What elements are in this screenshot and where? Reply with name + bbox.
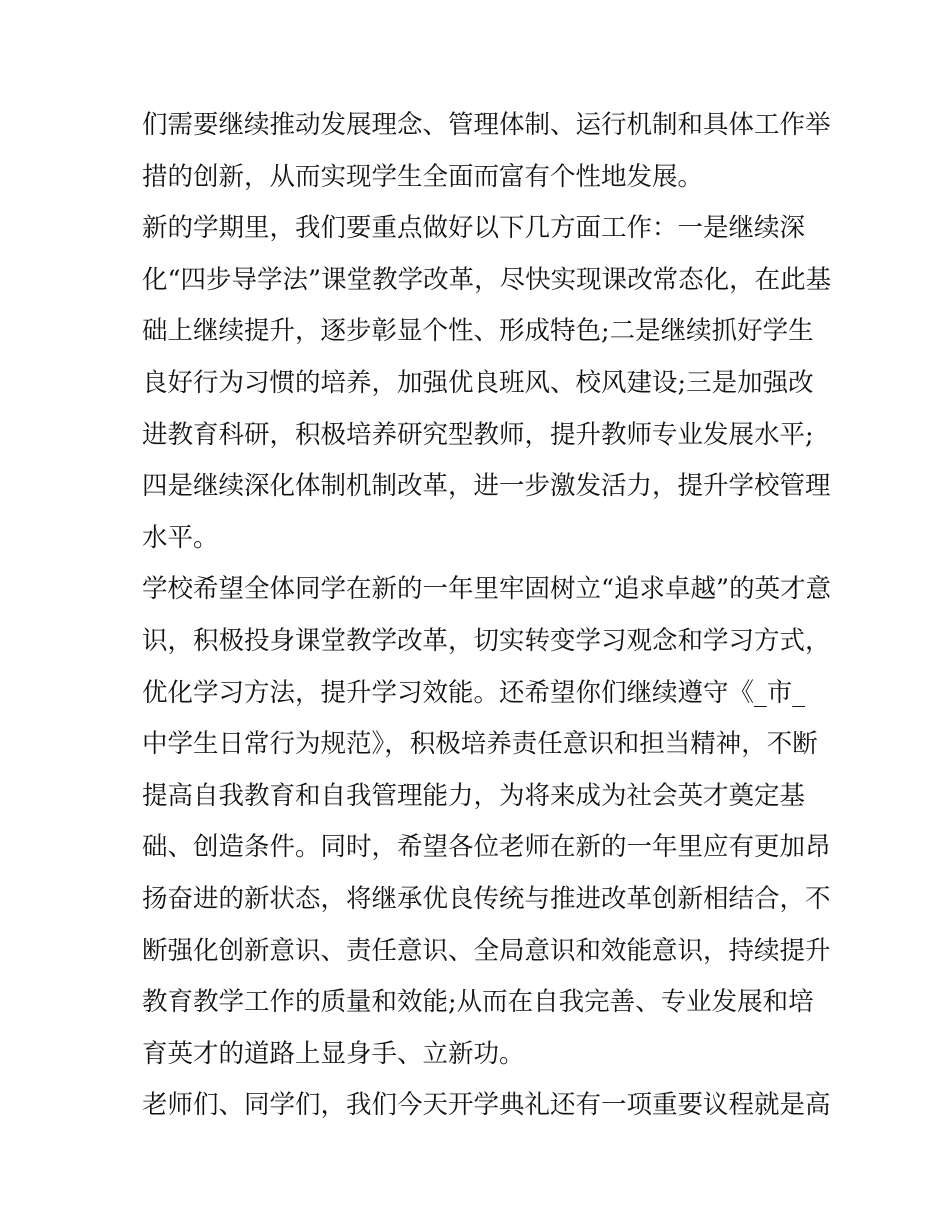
text-line: 水平。 [142,522,219,553]
text-line: 识，积极投身课堂教学改革，切实转变学习观念和学习方式， [142,625,831,656]
text-line: 老师们、同学们，我们今天开学典礼还有一项重要议程就是高 [142,1090,831,1121]
text-line: 教育教学工作的质量和效能;从而在自我完善、专业发展和培 [142,987,814,1018]
document-body [142,100,832,1132]
text-line: 新的学期里，我们要重点做好以下几方面工作：一是继续深 [142,213,806,244]
text-line: 四是继续深化体制机制改革，进一步激发活力，提升学校管理 [142,471,831,502]
text-line: 学校希望全体同学在新的一年里牢固树立“追求卓越”的英才意 [142,574,832,605]
text-line: 中学生日常行为规范》，积极培养责任意识和担当精神，不断 [142,729,818,760]
text-line: 扬奋进的新状态，将继承优良传统与推进改革创新相结合，不 [142,883,831,914]
text-line: 提高自我教育和自我管理能力，为将来成为社会英才奠定基 [142,780,806,811]
text-line: 进教育科研，积极培养研究型教师，提升教师专业发展水平; [142,419,814,450]
text-line: 们需要继续推动发展理念、管理体制、运行机制和具体工作举 [142,110,831,140]
text-line: 良好行为习惯的培养，加强优良班风、校风建设;三是加强改 [142,367,814,398]
text-line: 化“四步导学法”课堂教学改革，尽快实现课改常态化，在此基 [142,264,832,295]
text-line: 断强化创新意识、责任意识、全局意识和效能意识，持续提升 [142,935,831,966]
text-line: 础上继续提升，逐步彰显个性、形成特色;二是继续抓好学生 [142,316,814,347]
text-line: 措的创新，从而实现学生全面而富有个性地发展。 [142,161,704,192]
text-line: 础、创造条件。同时，希望各位老师在新的一年里应有更加昂 [142,832,831,863]
text-line: 育英才的道路上显身手、立新功。 [142,1038,525,1069]
text-line: 优化学习方法，提升学习效能。还希望你们继续遵守《_市_ [142,677,806,708]
